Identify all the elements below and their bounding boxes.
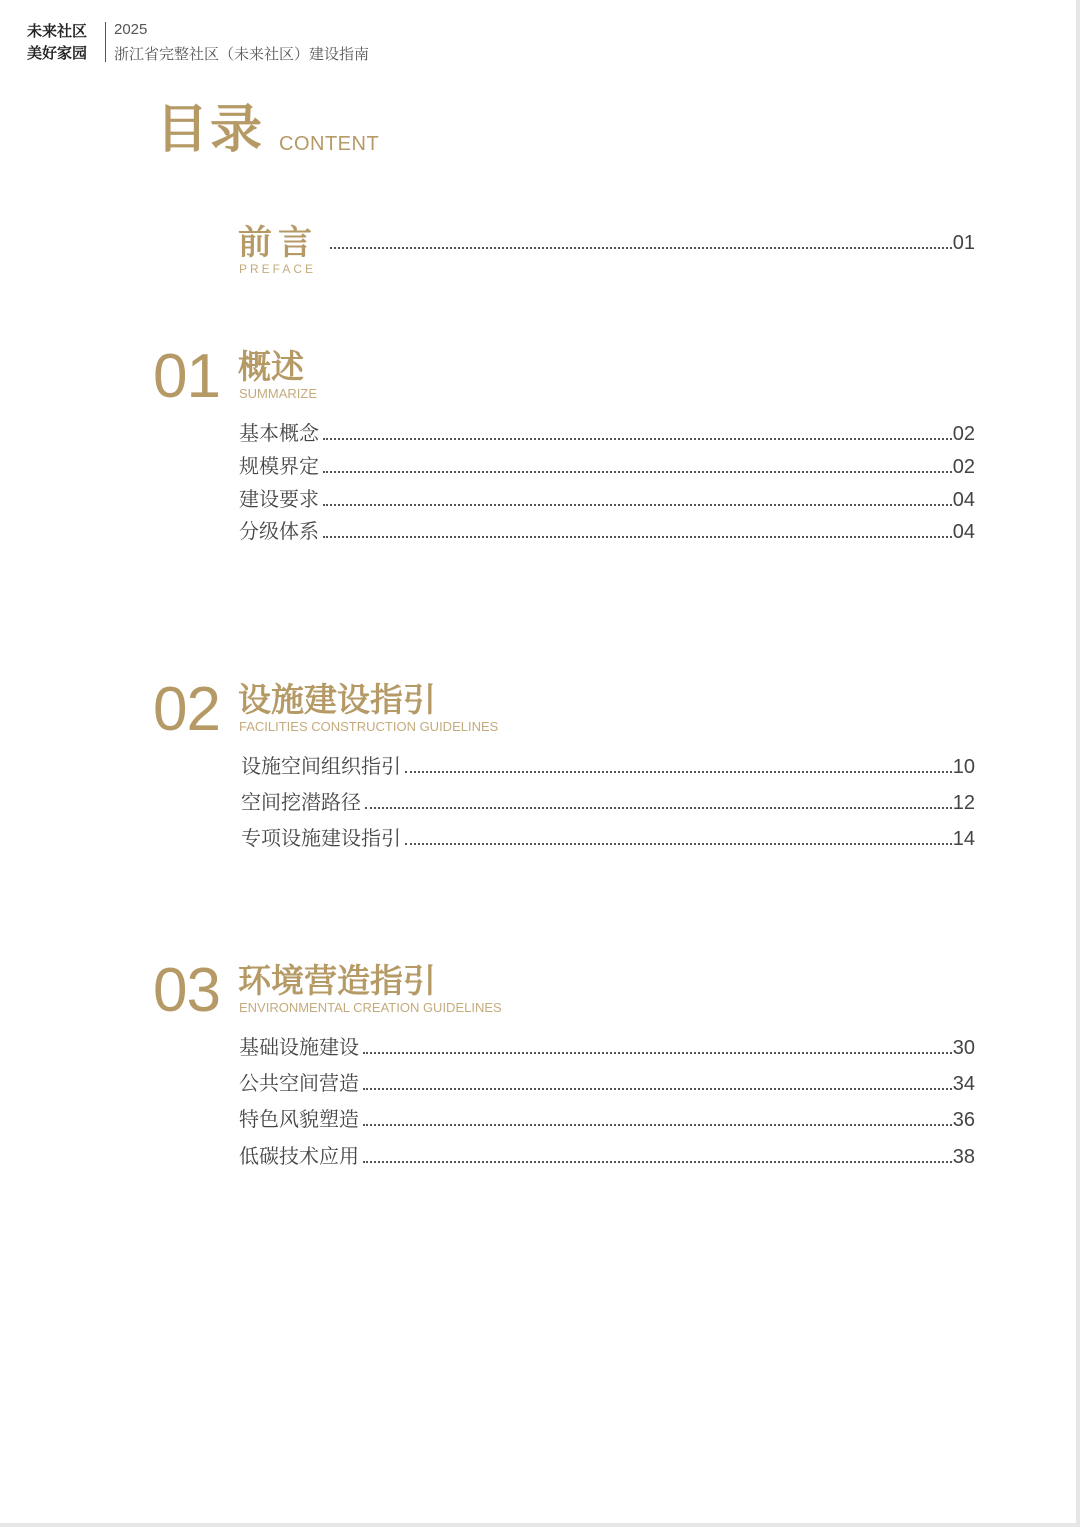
toc-page-number: 38 [952,1146,975,1168]
toc-leader-dots [363,1087,952,1090]
toc-page-number: 14 [952,828,975,850]
toc-page-number: 30 [952,1037,975,1059]
toc-page-number: 10 [952,756,975,778]
toc-leader-dots [363,1123,952,1126]
toc-entry-preface[interactable] [330,232,975,262]
toc-page-number: 12 [952,792,975,814]
toc-page-number: 01 [952,232,975,254]
chapter-title: 设施建设指引 [238,680,436,719]
brand-logo [27,20,99,64]
toc-entry-label: 空间挖潜路径 [241,790,361,814]
toc-leader-dots [323,470,952,473]
toc-entry[interactable] [241,822,975,852]
toc-entry[interactable] [239,1067,975,1097]
toc-page-number: 04 [952,521,975,543]
toc-leader-dots [323,437,952,440]
toc-entry[interactable] [239,483,975,513]
toc-entry[interactable] [241,786,975,816]
header-year: 2025 [114,21,148,38]
chapter-number: 02 [153,675,220,744]
preface-title-en: PREFACE [239,262,317,276]
toc-leader-dots [323,535,952,538]
header-divider [105,22,106,62]
toc-page-number: 02 [952,456,975,478]
toc-entry-label: 基础设施建设 [239,1035,359,1059]
logo-line-2: 美好家园 [27,44,88,62]
chapter-title: 环境营造指引 [238,961,436,1000]
toc-entry[interactable] [239,1031,975,1061]
preface-title: 前言 [238,223,318,263]
toc-entry[interactable] [239,1103,975,1133]
toc-page-number: 34 [952,1073,975,1095]
toc-entry-label: 设施空间组织指引 [241,754,401,778]
chapter-title-en: ENVIRONMENTAL CREATION GUIDELINES [239,1000,502,1015]
chapter-number: 01 [153,342,220,411]
chapter-title: 概述 [238,347,304,386]
toc-entry[interactable] [239,450,975,480]
toc-leader-dots [405,770,952,773]
toc-entry[interactable] [241,750,975,780]
header-subtitle: 浙江省完整社区（未来社区）建设指南 [114,45,370,63]
toc-entry[interactable] [239,515,975,545]
chapter-title-en: FACILITIES CONSTRUCTION GUIDELINES [239,719,499,734]
toc-page-number: 02 [952,423,975,445]
toc-page-number: 04 [952,489,975,511]
toc-entry-label: 分级体系 [239,519,319,543]
toc-page-number: 36 [952,1109,975,1131]
toc-entry-label: 公共空间营造 [239,1071,359,1095]
toc-leader-dots [363,1160,952,1163]
toc-leader-dots [365,806,952,809]
page-title-en: CONTENT [279,133,380,155]
chapter-title-en: SUMMARIZE [239,386,317,401]
toc-entry[interactable] [239,1140,975,1170]
toc-entry[interactable] [239,417,975,447]
logo-line-1: 未来社区 [27,22,88,40]
toc-entry-label: 基本概念 [239,421,319,445]
toc-entry-label: 规模界定 [239,454,319,478]
toc-leader-dots [405,842,952,845]
chapter-number: 03 [153,956,220,1025]
toc-leader-dots [363,1051,952,1054]
toc-entry-label: 低碳技术应用 [239,1144,359,1168]
page-title: 目录 [156,100,265,160]
toc-entry-label: 建设要求 [239,487,319,511]
toc-entry-label: 特色风貌塑造 [239,1107,359,1131]
toc-leader-dots [323,503,952,506]
toc-leader-dots [330,246,952,249]
toc-entry-label: 专项设施建设指引 [241,826,401,850]
